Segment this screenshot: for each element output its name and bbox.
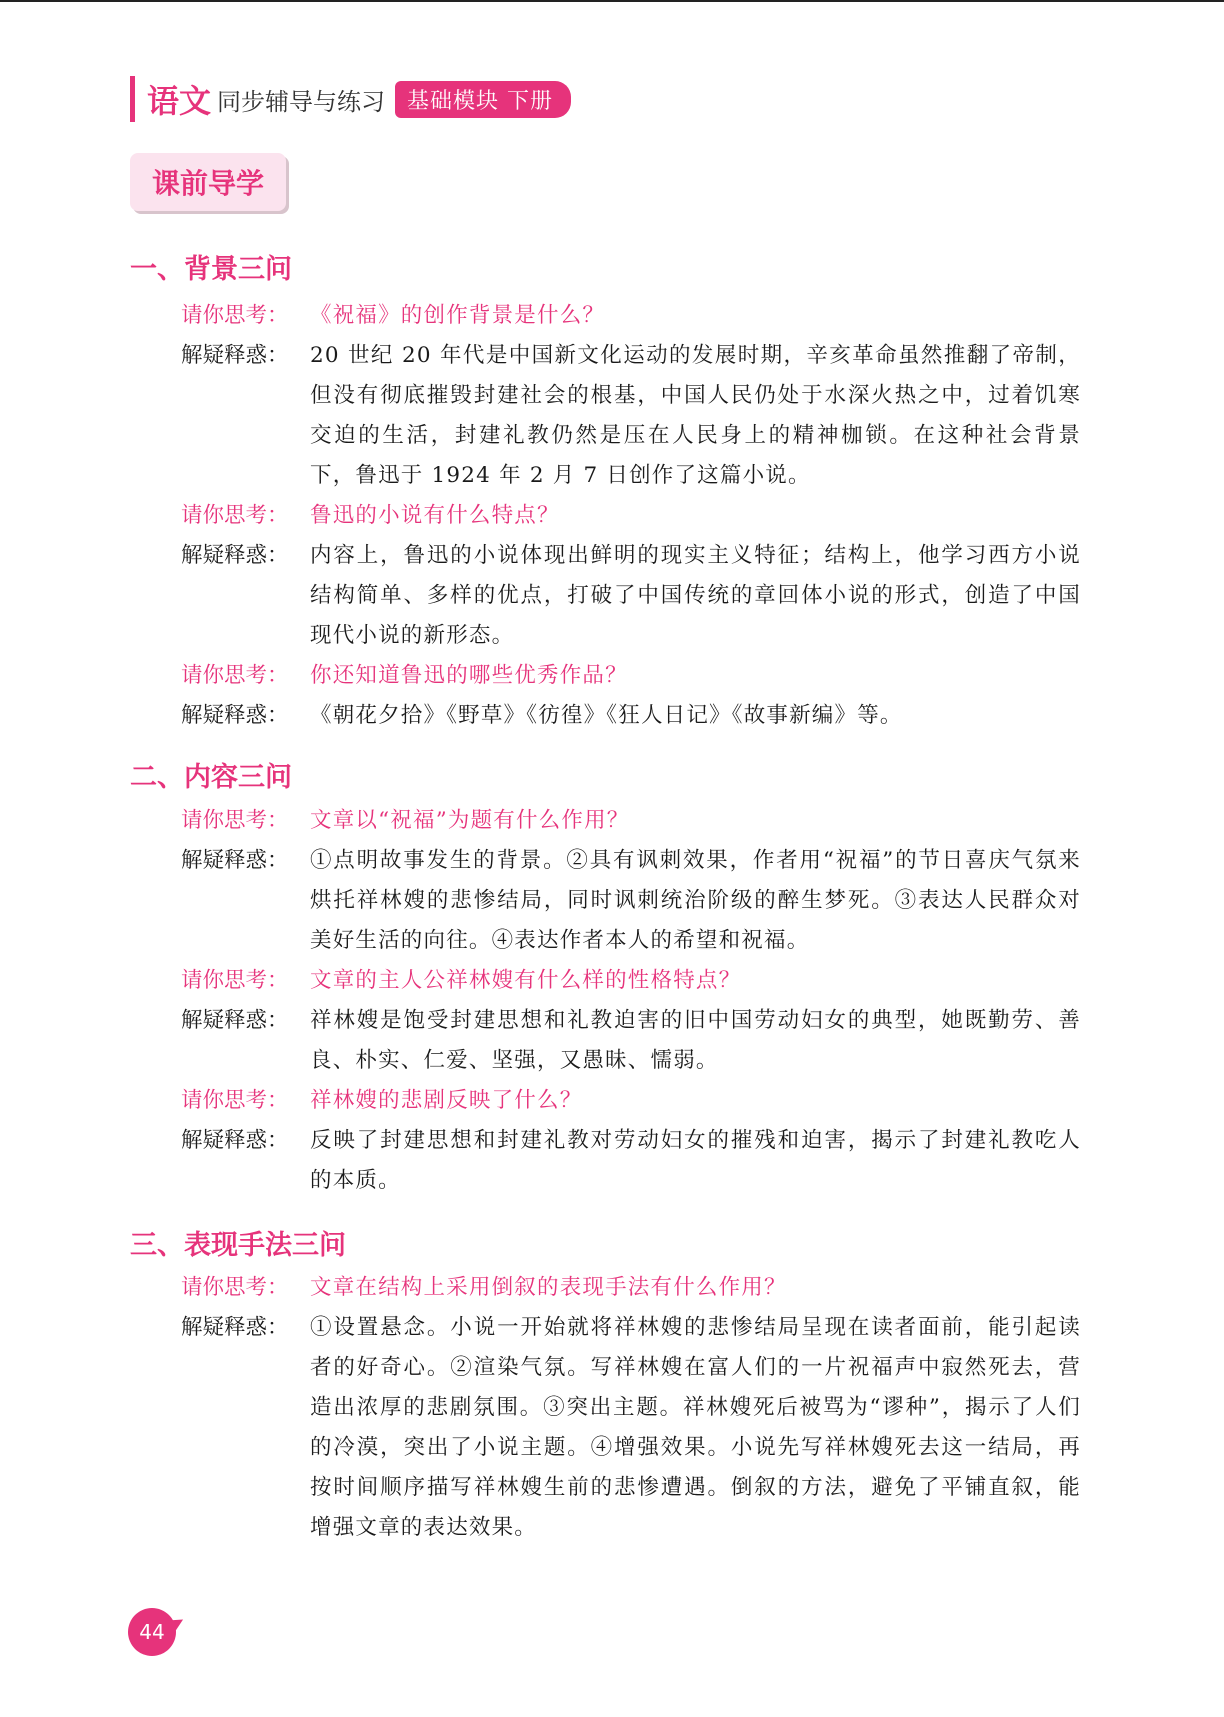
question-label: 请你思考：	[181, 1275, 289, 1300]
answer-row	[181, 841, 1081, 961]
group-heading-content: 二、内容三问	[130, 762, 292, 793]
section-title-box	[130, 153, 286, 211]
answer-label: 解疑释惑：	[181, 343, 289, 368]
answer-text: 反映了封建思想和封建礼教对劳动妇女的摧残和迫害，揭示了封建礼教吃人的本质。	[310, 1128, 1081, 1193]
answer-label: 解疑释惑：	[181, 1128, 289, 1153]
question-label: 请你思考：	[181, 503, 289, 528]
question-text: 文章的主人公祥林嫂有什么样的性格特点？	[310, 968, 742, 993]
question-row	[181, 1268, 1081, 1308]
question-label: 请你思考：	[181, 663, 289, 688]
qa-block-background	[181, 296, 1081, 736]
answer-row	[181, 336, 1081, 496]
answer-row	[181, 696, 1081, 736]
header-accent-bar	[130, 76, 135, 122]
question-text: 鲁迅的小说有什么特点？	[310, 503, 560, 528]
question-text: 祥林嫂的悲剧反映了什么？	[310, 1088, 583, 1113]
question-label: 请你思考：	[181, 303, 289, 328]
header-title: 同步辅导与练习	[217, 87, 386, 116]
answer-text: ①设置悬念。小说一开始就将祥林嫂的悲惨结局呈现在读者面前，能引起读者的好奇心。②渲染气氛。写祥林嫂在富人们的一片祝福声中寂然死去，营造出浓厚的悲剧氛围。③突出主题。祥林嫂死后被骂为“谬种”，揭示了人们的冷漠，突出了小说主题。④增强效果。小说先写祥林嫂死去这一结局，再按时间顺序描写祥林嫂生前的悲惨遭遇。倒叙的方法，避免了平铺直叙，能增强文章的表达效果。	[310, 1315, 1081, 1540]
question-row	[181, 1081, 1081, 1121]
answer-text: 内容上，鲁迅的小说体现出鲜明的现实主义特征；结构上，他学习西方小说结构简单、多样的优点，打破了中国传统的章回体小说的形式，创造了中国现代小说的新形态。	[310, 543, 1081, 648]
answer-label: 解疑释惑：	[181, 543, 289, 568]
question-text: 文章在结构上采用倒叙的表现手法有什么作用？	[310, 1275, 787, 1300]
header-tag: 基础模块 下册	[395, 81, 571, 118]
question-label: 请你思考：	[181, 968, 289, 993]
answer-text: 《朝花夕拾》《野草》《彷徨》《狂人日记》《故事新编》等。	[310, 703, 903, 728]
question-text: 你还知道鲁迅的哪些优秀作品？	[310, 663, 628, 688]
question-row	[181, 961, 1081, 1001]
question-row	[181, 496, 1081, 536]
answer-label: 解疑释惑：	[181, 1315, 289, 1340]
answer-label: 解疑释惑：	[181, 1008, 289, 1033]
answer-text: 20 世纪 20 年代是中国新文化运动的发展时期，辛亥革命虽然推翻了帝制，但没有彻底摧毁封建社会的根基，中国人民仍处于水深火热之中，过着饥寒交迫的生活，封建礼教仍然是压在人民身上的精神枷锁。在这种社会背景下，鲁迅于 1924 年 2 月 7 日创作了这篇小说。	[310, 343, 1081, 488]
header-subject: 语文	[147, 82, 212, 120]
question-label: 请你思考：	[181, 808, 289, 833]
qa-block-technique	[181, 1268, 1081, 1548]
page-number-badge	[128, 1608, 176, 1656]
question-row	[181, 801, 1081, 841]
answer-row	[181, 536, 1081, 656]
question-row	[181, 296, 1081, 336]
answer-row	[181, 1121, 1081, 1201]
answer-row	[181, 1308, 1081, 1548]
question-label: 请你思考：	[181, 1088, 289, 1113]
group-heading-technique: 三、表现手法三问	[130, 1230, 346, 1261]
question-text: 文章以“祝福”为题有什么作用？	[310, 808, 630, 833]
qa-block-content	[181, 801, 1081, 1201]
page-header	[130, 76, 571, 122]
answer-text: 祥林嫂是饱受封建思想和礼教迫害的旧中国劳动妇女的典型，她既勤劳、善良、朴实、仁爱、坚强，又愚昧、懦弱。	[310, 1008, 1081, 1073]
page-number: 44	[139, 1620, 165, 1644]
top-rule	[0, 0, 1224, 2]
answer-text: ①点明故事发生的背景。②具有讽刺效果，作者用“祝福”的节日喜庆气氛来烘托祥林嫂的悲惨结局，同时讽刺统治阶级的醉生梦死。③表达人民群众对美好生活的向往。④表达作者本人的希望和祝福。	[310, 848, 1081, 953]
answer-label: 解疑释惑：	[181, 703, 289, 728]
answer-row	[181, 1001, 1081, 1081]
section-title: 课前导学	[151, 167, 264, 200]
question-text: 《祝福》的创作背景是什么？	[310, 303, 606, 328]
group-heading-background: 一、背景三问	[130, 254, 292, 285]
question-row	[181, 656, 1081, 696]
answer-label: 解疑释惑：	[181, 848, 289, 873]
